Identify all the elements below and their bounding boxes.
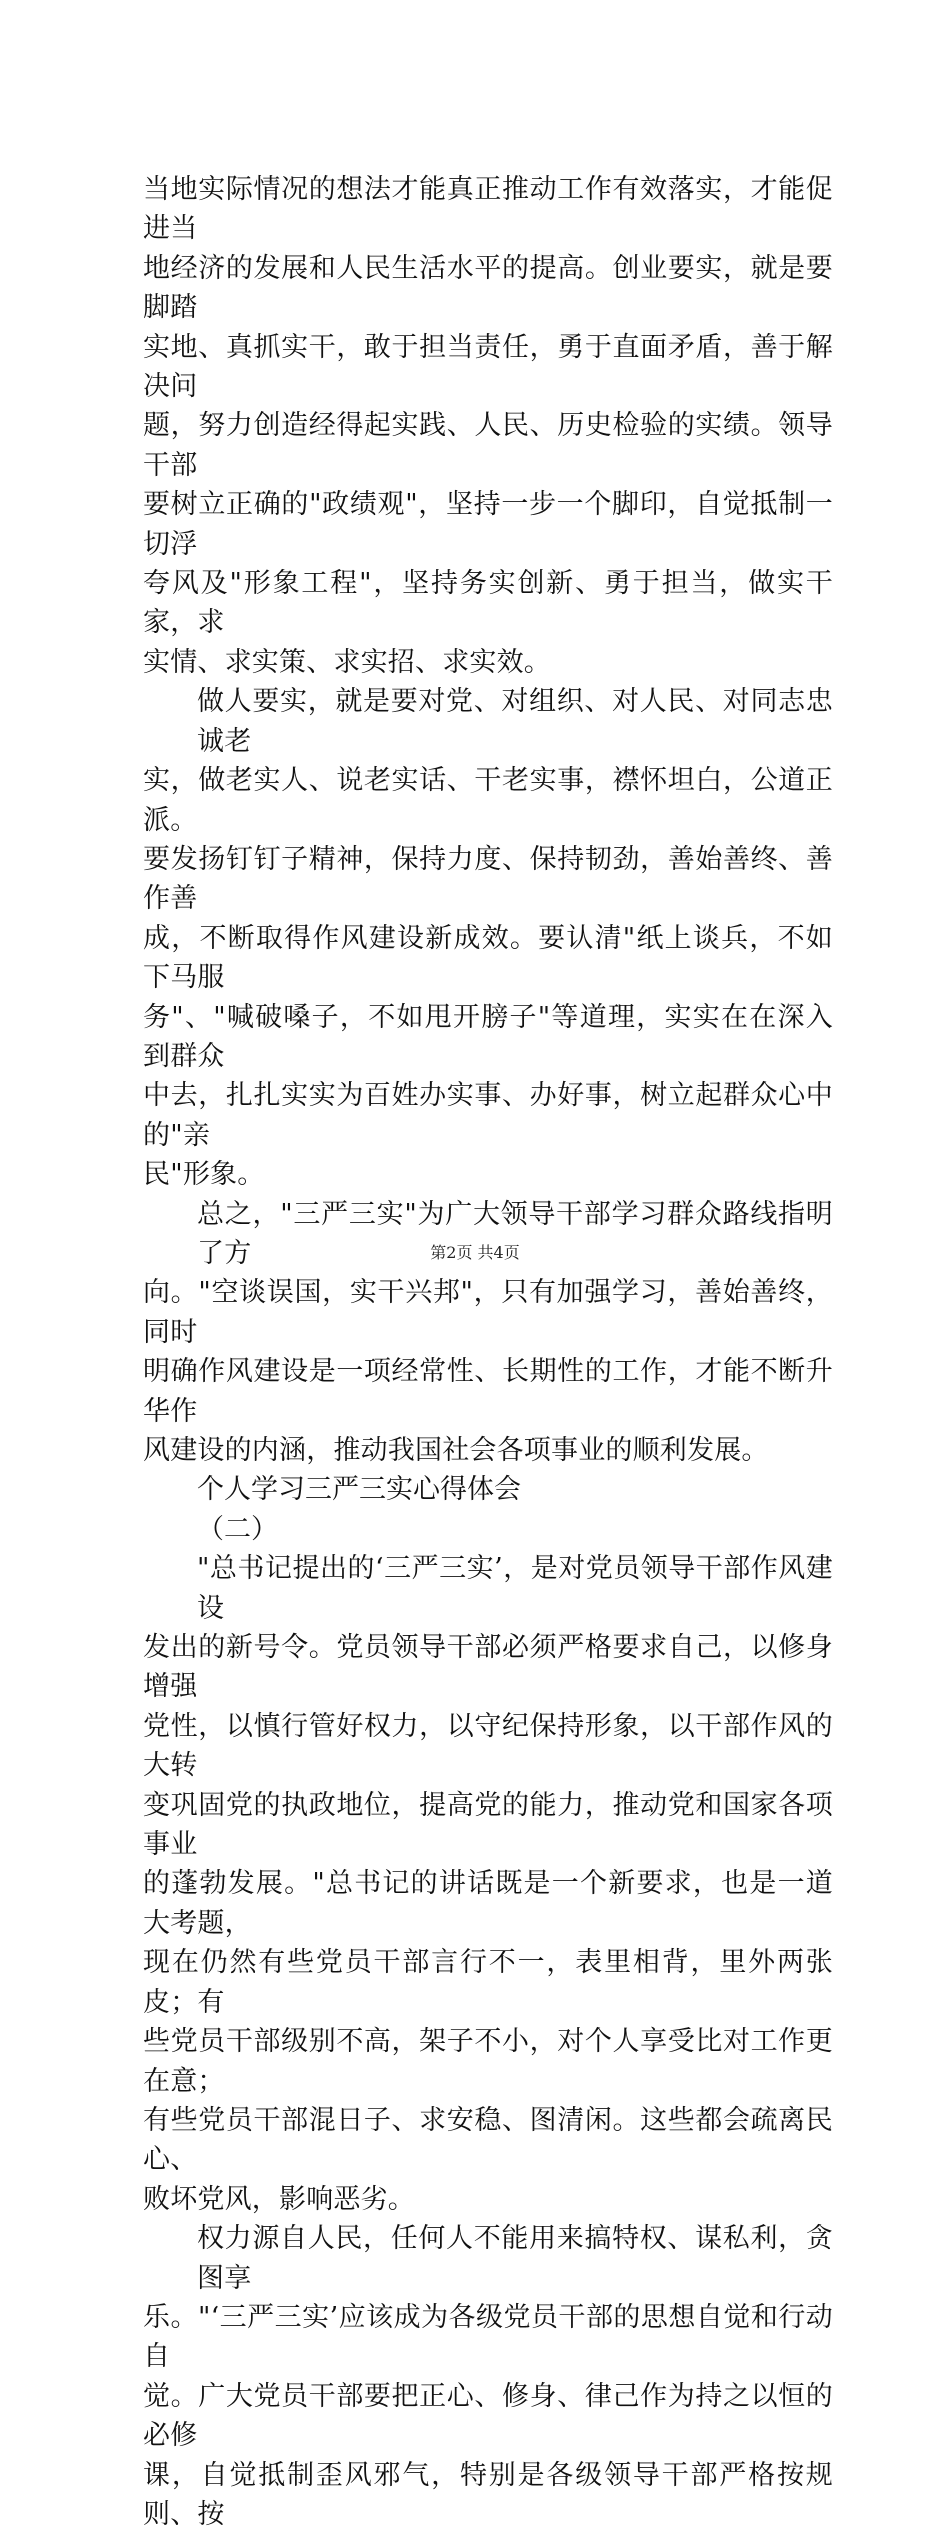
text-line: 总之，"三严三实"为广大领导干部学习群众路线指明了方: [197, 1198, 833, 1269]
text-line: 务"、"喊破嗓子，不如甩开膀子"等道理，实实在在深入到群众: [143, 1001, 833, 1072]
text-line: 明确作风建设是一项经常性、长期性的工作，才能不断升华作: [143, 1356, 833, 1427]
paragraph-5: [143, 2219, 833, 2534]
document-body: [143, 170, 833, 2534]
text-line: 实，做老实人、说老实话、干老实事，襟怀坦白，公道正派。: [143, 765, 833, 836]
text-line: 发出的新号令。党员领导干部必须严格要求自己，以修身增强: [143, 1632, 833, 1703]
text-line: 有些党员干部混日子、求安稳、图清闲。这些都会疏离民心、: [143, 2104, 833, 2176]
text-line: 课，自觉抵制歪风邪气，特别是各级领导干部严格按规则、按: [143, 2459, 833, 2530]
text-line: 中去，扎扎实实为百姓办实事、办好事，树立起群众心中的"亲: [143, 1080, 833, 1151]
text-line: 当地实际情况的想法才能真正推动工作有效落实，才能促进当: [143, 174, 833, 245]
text-line: 要树立正确的"政绩观"，坚持一步一个脚印，自觉抵制一切浮: [143, 489, 833, 560]
text-line: 夸风及"形象工程"，坚持务实创新、勇于担当，做实干家，求: [143, 568, 833, 639]
text-line: 成，不断取得作风建设新成效。要认清"纸上谈兵，不如下马服: [143, 922, 833, 994]
text-line: 要发扬钉钉子精神，保持力度、保持韧劲，善始善终、善作善: [143, 843, 833, 915]
text-line: 实情、求实策、求实招、求实效。: [143, 646, 551, 678]
text-line: 党性，以慎行管好权力，以守纪保持形象，以干部作风的大转: [143, 1710, 833, 1782]
text-line: 题，努力创造经得起实践、人民、历史检验的实绩。领导干部: [143, 410, 833, 481]
text-line: 向。"空谈误国，实干兴邦"，只有加强学习，善始善终，同时: [143, 1277, 833, 1348]
text-line: 权力源自人民，任何人不能用来搞特权、谋私利，贪图享: [197, 2223, 833, 2294]
page-footer: 第2页 共4页: [430, 1243, 520, 1262]
text-line: 地经济的发展和人民生活水平的提高。创业要实，就是要脚踏: [143, 252, 833, 324]
text-line: "总书记提出的‘三严三实’，是对党员领导干部作风建设: [197, 1553, 833, 1624]
paragraph-4: [143, 1549, 833, 2219]
text-line: 觉。广大党员干部要把正心、修身、律己作为持之以恒的必修: [143, 2380, 833, 2452]
text-line: 变巩固党的执政地位，提高党的能力，推动党和国家各项事业: [143, 1789, 833, 1861]
text-line: 实地、真抓实干，敢于担当责任，勇于直面矛盾，善于解决问: [143, 331, 833, 403]
text-line: 做人要实，就是要对党、对组织、对人民、对同志忠诚老: [197, 686, 833, 757]
paragraph-3: [143, 1195, 833, 1471]
text-line: 风建设的内涵，推动我国社会各项事业的顺利发展。: [143, 1435, 769, 1466]
paragraph-1: [143, 170, 833, 682]
text-line: 的蓬勃发展。"总书记的讲话既是一个新要求，也是一道大考题，: [143, 1868, 833, 1939]
text-line: 民"形象。: [143, 1159, 265, 1191]
text-line: 乐。"‘三严三实’应该成为各级党员干部的思想自觉和行动自: [143, 2301, 833, 2373]
text-line: 些党员干部级别不高，架子不小，对个人享受比对工作更在意；: [143, 2026, 833, 2097]
paragraph-2: [143, 682, 833, 1194]
text-line: 败坏党风，影响恶劣。: [143, 2183, 415, 2215]
text-line: 现在仍然有些党员干部言行不一，表里相背，里外两张皮；有: [143, 1947, 833, 2018]
section-subheading: （二）: [197, 1513, 278, 1545]
section-heading: 个人学习三严三实心得体会: [197, 1474, 521, 1506]
